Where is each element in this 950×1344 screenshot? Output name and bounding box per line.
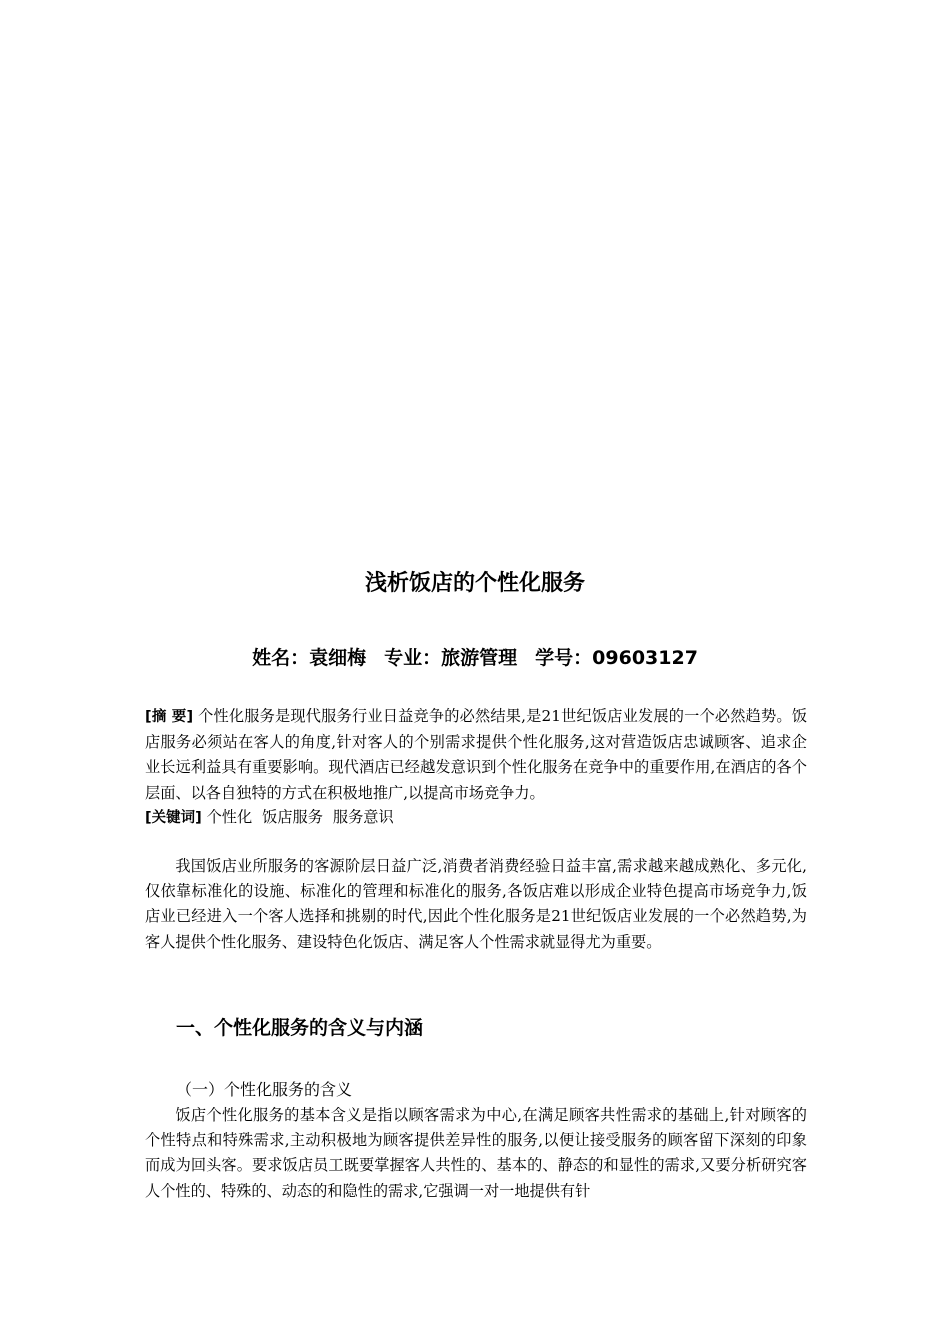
keyword-item: 个性化 bbox=[206, 808, 253, 826]
abstract-paragraph bbox=[145, 704, 807, 806]
abstract-label: [摘 要] bbox=[145, 709, 194, 725]
section-heading: 一、个性化服务的含义与内涵 bbox=[176, 1017, 424, 1039]
definition-paragraph: 饭店个性化服务的基本含义是指以顾客需求为中心,在满足顾客共性需求的基础上,针对顾客的个性特点和特殊需求,主动积极地为顾客提供差异性的服务,以便让接受服务的顾客留下深刻的印象而成为回头客。要求饭店员工既要掌握客人共性的、基本的、静态的和显性的需求,又要分析研究客人个性的、特殊的、动态的和隐性的需求,它强调一对一地提供有针 bbox=[145, 1106, 807, 1200]
subsection-heading: （一）个性化服务的含义 bbox=[176, 1080, 353, 1099]
keywords-line bbox=[145, 805, 807, 831]
major-label: 专业： bbox=[384, 647, 442, 669]
name-label: 姓名： bbox=[252, 647, 310, 669]
intro-paragraph: 我国饭店业所服务的客源阶层日益广泛,消费者消费经验日益丰富,需求越来越成熟化、多元化,仅依靠标准化的设施、标准化的管理和标准化的服务,各饭店难以形成企业特色提高市场竞争力,饭店业已经进入一个客人选择和挑剔的时代,因此个性化服务是21世纪饭店业发展的一个必然趋势,为客人提供个性化服务、建设特色化饭店、满足客人个性需求就显得尤为重要。 bbox=[145, 857, 807, 951]
keywords-label: [关键词] bbox=[145, 810, 202, 826]
abstract-text: 个性化服务是现代服务行业日益竞争的必然结果,是21世纪饭店业发展的一个必然趋势。饭店服务必须站在客人的角度,针对客人的个别需求提供个性化服务,这对营造饭店忠诚顾客、追求企业长远利益具有重要影响。现代酒店已经越发意识到个性化服务在竞争中的重要作用,在酒店的各个层面、以各自独特的方式在积极地推广,以提高市场竞争力。 bbox=[145, 707, 808, 802]
author-info-line bbox=[0, 643, 950, 673]
author-name: 袁细梅 bbox=[309, 647, 367, 669]
document-title: 浅析饭店的个性化服务 bbox=[364, 571, 585, 596]
student-id-label: 学号： bbox=[535, 647, 593, 669]
student-id-value: 09603127 bbox=[592, 647, 698, 669]
major-value: 旅游管理 bbox=[441, 647, 518, 669]
keyword-item: 饭店服务 bbox=[262, 808, 323, 826]
keyword-item: 服务意识 bbox=[332, 808, 394, 826]
